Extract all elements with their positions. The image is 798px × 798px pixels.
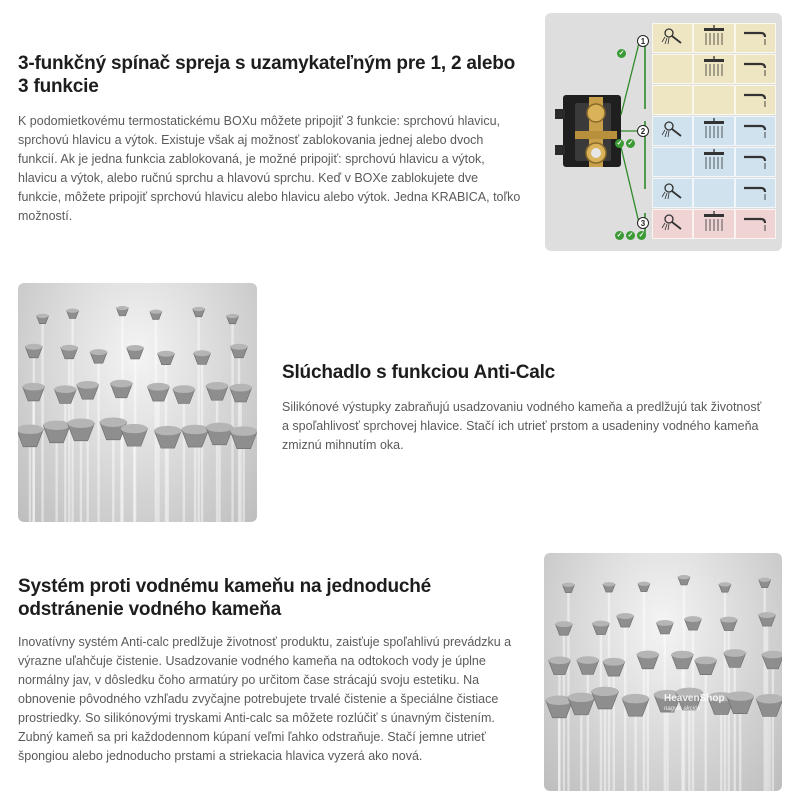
function-grid-row [652,116,776,146]
rain-shower-head-icon [700,211,728,238]
function-grid-cell [693,209,734,239]
check-icon: ✓ [638,232,645,239]
section-2-title: Slúchadlo s funkciou Anti-Calc [282,362,556,383]
function-grid-cell [652,209,693,239]
function-grid-cell [652,85,693,115]
function-grid-cell [693,116,734,146]
function-grid-row [652,54,776,84]
shower-head-nozzles-photo [544,553,782,791]
section-3-title: Systém proti vodnému kameňu na jednoduché odstránenie vodného kameňa [18,576,432,620]
hand-shower-icon [659,118,687,145]
section-3-text: Inovatívny systém Anti-calc predlžuje životnosť produktu, zaisťuje spoľahlivú prevádzku a výrazne uľahčuje čistenie. Usadzovanie vodného kameňa na odtokoch vody je úplne normálny jav, v dôsledku čoho armatúry po určitom čase strácajú svoju estetiku. Na obnovenie pôvodného vzhľadu zvyčajne potrebujete trvalé čistenie a špeciálne čistiace prostriedky. So silikónovými tryskami Anti-calc sa môžete rozlúčiť s únavným čistením. Zubný kameň sa pri každodennom kúpaní veľmi ľahko odstraňuje. Stačí jemne utrieť špongiou alebo jednoducho prstami a striekacia hlavica vyzerá ako nová. [18,635,512,763]
rain-shower-head-icon [700,149,728,176]
function-marker-2: 2 [637,125,649,137]
shower-head-nozzles-photo [18,283,257,522]
function-grid-row [652,23,776,53]
function-grid-cell [735,85,776,115]
check-icon: ✓ [616,232,623,239]
function-grid-cell [652,23,693,53]
rain-shower-head-icon [700,25,728,52]
hand-shower-icon [659,180,687,207]
spout-icon [741,180,769,207]
function-grid-row [652,85,776,115]
switch-diagram-image [545,13,782,251]
spout-icon [741,87,769,114]
function-marker-3: 3 [637,217,649,229]
function-grid-cell [652,116,693,146]
function-grid-cell [693,54,734,84]
function-marker-1: 1 [637,35,649,47]
spout-icon [741,118,769,145]
function-grid-row [652,209,776,239]
check-icon: ✓ [618,50,625,57]
function-grid-row [652,178,776,208]
rain-shower-head-icon [700,118,728,145]
spout-icon [741,211,769,238]
check-icon: ✓ [627,140,634,147]
function-grid-cell [693,23,734,53]
function-grid-row [652,147,776,177]
check-group-1 [617,49,626,58]
function-grid-cell [735,147,776,177]
function-grid-cell [652,147,693,177]
section-1-title: 3-funkčný spínač spreja s uzamykateľným pre 1, 2 alebo 3 funkcie [18,53,516,97]
nozzle-pattern [18,283,257,522]
hand-shower-icon [659,211,687,238]
section-1-text: K podomietkovému termostatickému BOXu môžete pripojiť 3 funkcie: sprchovú hlavicu, sprchovú hlavicu a výtok. Existuje však aj možnosť zablokovania jednej alebo dvoch funkcií. Ak je jedna funkcia zablokovaná, je možné pripojiť: sprchovú hlavicu a výtok, hlavicu a výtok, alebo ručnú sprchu a hlavovú sprchu. Keď v BOXe zablokujete dve funkcie, môžete pripojiť sprchovú hlavicu alebo hlavicu alebo výtok. Jedna KRABICA, toľko možností. [18,114,521,223]
spout-icon [741,25,769,52]
watermark [664,693,725,715]
check-group-2 [615,139,635,148]
nozzle-pattern [544,553,782,791]
hand-shower-icon [659,25,687,52]
function-grid-cell [693,147,734,177]
function-grid-cell [735,209,776,239]
function-grid-cell [735,116,776,146]
function-grid-cell [693,178,734,208]
function-grid-cell [735,23,776,53]
section-2-text: Silikónové výstupky zabraňujú usadzovaniu vodného kameňa a predlžujú tak životnosť a spoľahlivosť sprchovej hlavice. Stačí ich utrieť prstom a usadeniny vodného kameňa zmiznú mihnutím oka. [282,400,762,452]
function-grid-cell [652,54,693,84]
spout-icon [741,56,769,83]
function-grid-cell [735,178,776,208]
function-grid-cell [693,85,734,115]
function-grid-cell [735,54,776,84]
check-icon: ✓ [627,232,634,239]
spout-icon [741,149,769,176]
function-grid-cell [652,178,693,208]
check-group-3 [615,231,646,240]
watermark-brand: HeavenShop [664,693,725,704]
check-icon: ✓ [616,140,623,147]
function-grid [652,23,776,240]
rain-shower-head-icon [700,56,728,83]
watermark-tagline: nagyle akciók [664,706,701,712]
